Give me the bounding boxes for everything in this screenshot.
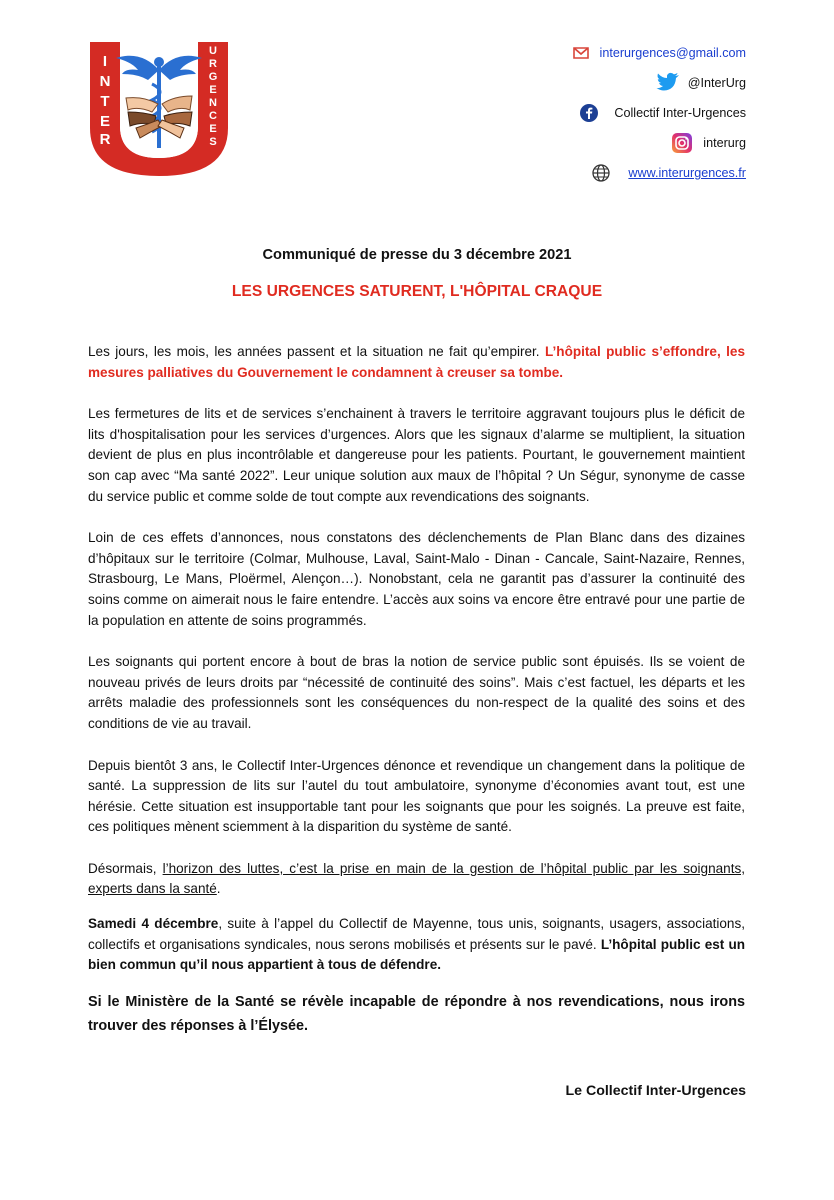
- svg-text:N: N: [99, 73, 111, 90]
- headline: LES URGENCES SATURENT, L'HÔPITAL CRAQUE: [231, 283, 603, 300]
- inter-urgences-logo: [86, 40, 232, 178]
- horizon-suffix: .: [216, 881, 221, 897]
- facebook-page[interactable]: Collectif Inter-Urgences: [614, 106, 746, 120]
- contact-block: [446, 38, 746, 188]
- twitter-handle[interactable]: @InterUrg: [687, 76, 746, 90]
- svg-text:N: N: [209, 97, 217, 109]
- twitter-contact[interactable]: [446, 68, 746, 98]
- svg-text:G: G: [208, 71, 218, 83]
- svg-text:E: E: [209, 84, 217, 96]
- globe-icon: [592, 164, 610, 182]
- final-statement: Si le Ministère de la Santé se révèle incapable de répondre à nos revendications, nous irons trouver des réponses à l’Élysée.: [88, 993, 745, 1034]
- website-link[interactable]: www.interurgences.fr: [628, 166, 746, 180]
- intro-text: Les jours, les mois, les années passent et la situation ne fait qu’empirer.: [88, 344, 546, 359]
- logo-letter: I: [102, 53, 108, 70]
- email-contact[interactable]: [446, 38, 746, 68]
- paragraph-intro: [88, 342, 745, 383]
- press-release-title: Communiqué de presse du 3 décembre 2021: [262, 247, 572, 263]
- intro-emphasis: L’hôpital public s’effondre, les mesures palliatives du Gouvernement le condamnent à creuser sa tombe.: [88, 344, 745, 380]
- svg-text:C: C: [209, 110, 217, 122]
- svg-text:R: R: [209, 58, 217, 70]
- instagram-handle[interactable]: interurg: [703, 136, 746, 150]
- horizon-underlined: l’horizon des luttes, c’est la prise en main de la gestion de l’hôpital public par les soignants, experts dans la santé: [88, 860, 745, 897]
- svg-text:S: S: [209, 136, 217, 148]
- facebook-contact[interactable]: [446, 98, 746, 128]
- paragraph-collective: Depuis bientôt 3 ans, le Collectif Inter-Urgences dénonce et revendique un changement dans la politique de santé. La suppression de lits sur l’autel du tout ambulatoire, synonyme d’économies avant tout, est une hérésie. Cette situation est insupportable tant pour les soignants que pour les soignés. La preuve est faite, ces politiques mènent sciemment à la disparition du système de santé.: [88, 757, 745, 835]
- svg-text:E: E: [99, 113, 111, 130]
- paragraph-mobilisation: [88, 914, 745, 976]
- mobilisation-date: Samedi 4 décembre: [88, 916, 219, 932]
- svg-text:R: R: [99, 131, 111, 148]
- gmail-icon: [572, 44, 590, 62]
- horizon-prefix: Désormais,: [88, 860, 163, 876]
- mobilisation-emphasis: L’hôpital public est un bien commun qu’il nous appartient à tous de défendre.: [88, 936, 746, 973]
- body-text: [88, 342, 745, 1038]
- paragraph-horizon: [88, 859, 745, 900]
- svg-text:E: E: [209, 123, 217, 135]
- website-contact[interactable]: [446, 158, 746, 188]
- signature: Le Collectif Inter-Urgences: [565, 1083, 746, 1099]
- paragraph-bed-closures: Les fermetures de lits et de services s’enchainent à travers le territoire aggravant toujours plus le déficit de lits d'hospitalisation pour les services d’urgences. Alors que les signaux d’alarme se multiplient, la situation devient de plus en plus incontrôlable et dangereuse pour les patients. Pourtant, le gouvernement maintient son cap avec “Ma santé 2022”. Leur unique solution aux maux de l’hôpital ? Un Ségur, synonyme de casse du service public et comme solde de tout compte aux revendications des soignants.: [88, 406, 745, 504]
- instagram-icon: [671, 132, 693, 154]
- email-link[interactable]: interurgences@gmail.com: [599, 46, 746, 60]
- svg-text:T: T: [100, 93, 110, 110]
- mobilisation-text: , suite à l’appel du Collectif de Mayenne, tous unis, soignants, usagers, associations, collectifs et organisations syndicales, nous serons mobilisés et présents sur le pavé.: [88, 916, 745, 952]
- svg-text:U: U: [209, 45, 217, 57]
- facebook-icon: [580, 104, 598, 122]
- twitter-icon: [656, 72, 680, 94]
- paragraph-caregivers: Les soignants qui portent encore à bout de bras la notion de service public sont épuisés. Ils se voient de nouveau privés de leurs droits par “nécessité de continuité des soins”. Mais c’est factuel, les départs et les arrêts maladie des professionnels sont les conséquences du non-respect de la qualité des soins et des conditions de vie au travail.: [88, 654, 745, 731]
- paragraph-plan-blanc: Loin de ces effets d’annonces, nous constatons des déclenchements de Plan Blanc dans des dizaines d’hôpitaux sur le territoire (Colmar, Mulhouse, Laval, Saint-Malo - Dinan - Cancale, Saint-Nazaire, Rennes, Strasbourg, Le Mans, Ploërmel, Alençon…). Nonobstant, cela ne garantit pas d’assurer la continuité des soins comme on aimerait nous le faire entendre. L’accès aux soins va encore être entravé pour une partie de la population en attente de soins programmés.: [88, 530, 745, 628]
- instagram-contact[interactable]: [446, 128, 746, 158]
